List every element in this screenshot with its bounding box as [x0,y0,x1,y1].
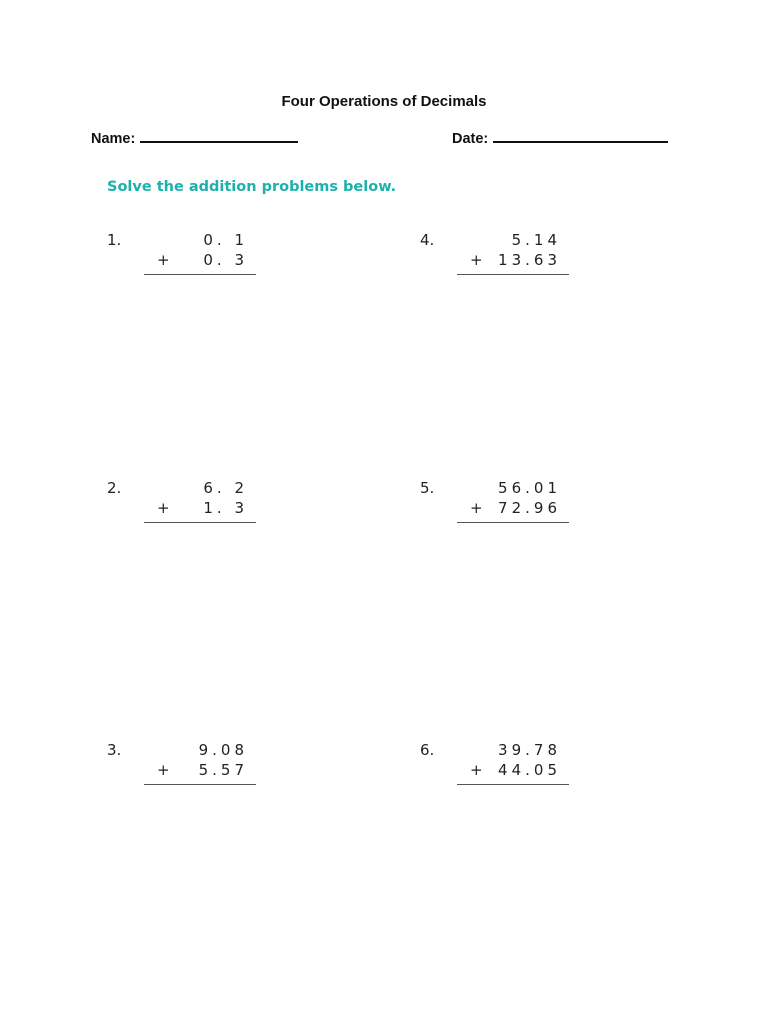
date-field[interactable] [452,128,668,148]
problem-bottom-operand: 1. 3 [203,499,248,517]
plus-sign: + [470,499,487,517]
problem-6 [420,741,590,801]
problem-bottom-operand: 13.63 [498,251,561,269]
plus-sign: + [157,499,174,517]
answer-line [457,522,569,523]
problem-top-operand: 0. 1 [203,231,248,249]
problem-bottom-row [157,251,248,323]
plus-sign: + [157,761,174,779]
answer-line [144,274,256,275]
problem-number: 6. [420,741,435,759]
worksheet-title: Four Operations of Decimals [281,93,487,110]
problem-top-operand: 6. 2 [203,479,248,497]
problem-5 [420,479,590,539]
problem-top-operand: 9.08 [198,741,248,759]
problem-number: 5. [420,479,435,497]
instructions-text: Solve the addition problems below. [107,179,397,195]
problem-top-operand: 56.01 [498,479,561,497]
problem-bottom-row [157,499,248,571]
name-field[interactable] [91,128,298,148]
problem-bottom-row [470,761,561,833]
problem-bottom-operand: 0. 3 [203,251,248,269]
date-blank-line[interactable] [493,128,668,143]
plus-sign: + [157,251,174,269]
problem-bottom-row [157,761,248,833]
answer-line [144,522,256,523]
problem-number: 2. [107,479,122,497]
answer-line [144,784,256,785]
plus-sign: + [470,761,487,779]
problem-2 [107,479,277,539]
problem-number: 1. [107,231,122,249]
problem-bottom-operand: 72.96 [498,499,561,517]
plus-sign: + [470,251,487,269]
problem-4 [420,231,590,291]
problem-number: 3. [107,741,122,759]
problem-bottom-row [470,499,561,571]
problem-bottom-operand: 44.05 [498,761,561,779]
date-label: Date: [452,131,489,147]
problem-number: 4. [420,231,435,249]
name-blank-line[interactable] [140,128,298,143]
name-label: Name: [91,131,136,147]
problem-bottom-operand: 5.57 [198,761,248,779]
problem-1 [107,231,277,291]
problem-top-operand: 5.14 [511,231,561,249]
problem-3 [107,741,277,801]
problem-bottom-row [470,251,561,323]
answer-line [457,274,569,275]
problem-top-operand: 39.78 [498,741,561,759]
answer-line [457,784,569,785]
